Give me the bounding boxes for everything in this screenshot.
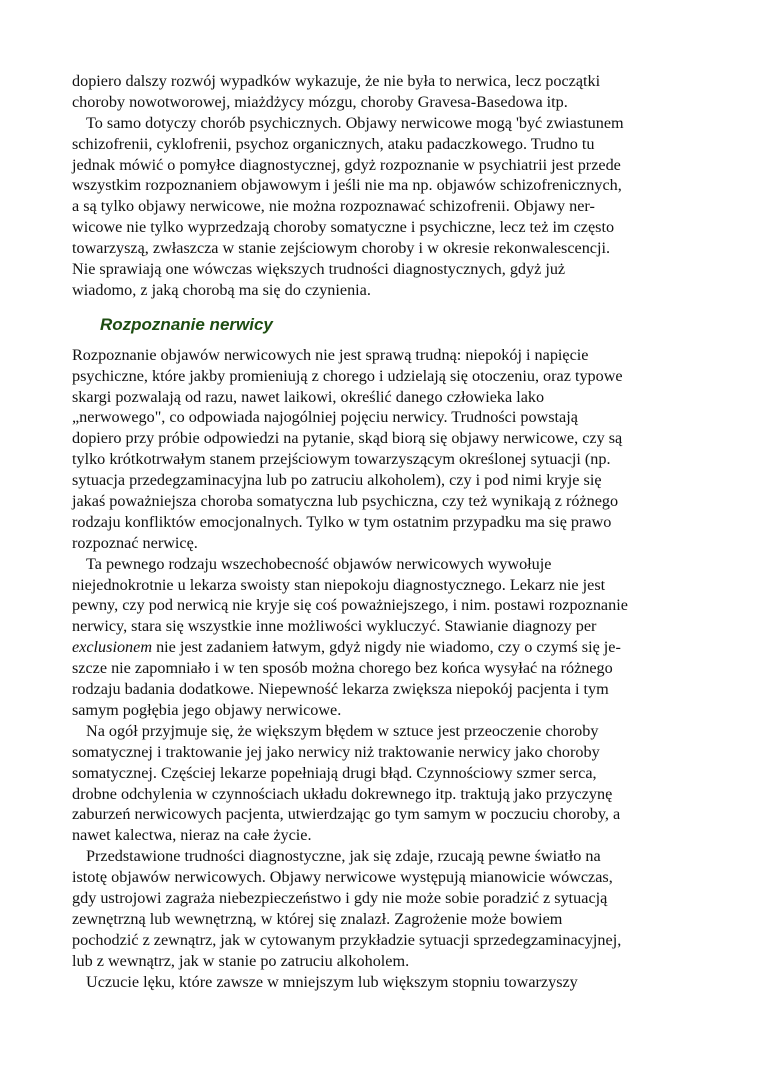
text-line: skargi pozwalają od razu, nawet laikowi, określić danego człowieka lako — [72, 387, 545, 406]
text-fragment: nie jest zadaniem łatwym, gdyż nigdy nie wiadomo, czy o czymś się je- — [152, 638, 621, 657]
text-line: somatycznej. Częściej lekarze popełniają drugi błąd. Czynnościowy szmer serca, — [72, 763, 597, 782]
text-line: rodzaju badania dodatkowe. Niepewność lekarza zwiększa niepokój pacjenta i tym — [72, 680, 609, 699]
text-line: a są tylko objawy nerwicowe, nie można rozpoznawać schizofrenii. Objawy ner- — [72, 197, 595, 216]
text-line: dopiero przy próbie odpowiedzi na pytanie, skąd biorą się objawy nerwicowe, czy są — [72, 429, 623, 448]
text-line: zewnętrzną lub wewnętrzną, w której się znalazł. Zagrożenie może bowiem — [72, 909, 563, 928]
text-line: istotę objawów nerwicowych. Objawy nerwicowe występują mianowicie wówczas, — [72, 868, 613, 887]
text-line: rodzaju konfliktów emocjonalnych. Tylko w tym ostatnim przypadku ma się prawo — [72, 512, 612, 531]
document-page — [72, 71, 692, 992]
section-heading: Rozpoznanie nerwicy — [100, 314, 273, 334]
paragraph-2 — [72, 113, 692, 301]
paragraph-4 — [72, 554, 692, 721]
text-line: jednak mówić o pomyłce diagnostycznej, gdyż rozpoznanie w psychiatrii jest przede — [72, 155, 621, 174]
paragraph-1 — [72, 71, 692, 113]
text-line: To samo dotyczy chorób psychicznych. Objawy nerwicowe mogą 'być zwiastunem — [86, 113, 624, 132]
text-line: psychiczne, które jakby promieniują z chorego i udzielają się otoczeniu, oraz typowe — [72, 366, 623, 385]
text-line: somatycznej i traktowanie jej jako nerwicy niż traktowanie nerwicy jako choroby — [72, 742, 600, 761]
text-line: towarzyszą, zwłaszcza w stanie zejściowym choroby i w okresie rekonwalescencji. — [72, 239, 611, 258]
text-line: lub z wewnątrz, jak w stanie po zatruciu alkoholem. — [72, 951, 410, 970]
text-line: tylko krótkotrwałym stanem przejściowym towarzyszącym określonej sytuacji (np. — [72, 450, 611, 469]
text-line: Na ogół przyjmuje się, że większym błędem w sztuce jest przeoczenie choroby — [86, 721, 599, 740]
paragraph-3 — [72, 345, 692, 554]
text-line-mixed — [72, 637, 692, 658]
text-line: Przedstawione trudności diagnostyczne, jak się zdaje, rzucają pewne światło na — [86, 847, 601, 866]
text-line: Nie sprawiają one wówczas większych trudności diagnostycznych, gdyż już — [72, 260, 566, 279]
paragraph-7 — [72, 972, 692, 993]
text-line: gdy ustrojowi zagraża niebezpieczeństwo i gdy nie może sobie poradzić z sytuacją — [72, 888, 608, 907]
text-line: wiadomo, z jaką chorobą ma się do czynienia. — [72, 280, 371, 299]
text-line: jakaś poważniejsza choroba somatyczna lub psychiczna, czy też wynikają z różnego — [72, 492, 619, 511]
text-line: rozpoznać nerwicę. — [72, 533, 198, 552]
text-line: Uczucie lęku, które zawsze w mniejszym lub większym stopniu towarzyszy — [86, 972, 578, 991]
text-line: sytuacja przedegzaminacyjna lub po zatruciu alkoholem), czy i pod nimi kryje się — [72, 471, 602, 490]
text-line: zaburzeń nerwicowych pacjenta, utwierdzając go tym samym w poczuciu choroby, a — [72, 805, 621, 824]
text-line: pochodzić z zewnątrz, jak w cytowanym przykładzie sytuacji sprzedegzaminacyjnej, — [72, 930, 622, 949]
paragraph-6 — [72, 846, 692, 971]
text-line: „nerwowego", co odpowiada najogólniej pojęciu nerwicy. Trudności powstają — [72, 408, 578, 427]
text-line: pewny, czy pod nerwicą nie kryje się coś poważniejszego, i nim. postawi rozpoznanie — [72, 596, 628, 615]
text-line: dopiero dalszy rozwój wypadków wykazuje, że nie była to nerwica, lecz początki — [72, 72, 601, 90]
text-line: drobne odchylenia w czynnościach układu dokrewnego itp. traktują jako przyczynę — [72, 784, 613, 803]
text-line: schizofrenii, cyklofrenii, psychoz organicznych, ataku padaczkowego. Trudno tu — [72, 134, 595, 153]
latin-term: exclusionem — [72, 638, 153, 657]
text-line: choroby nowotworowej, miażdżycy mózgu, choroby Gravesa-Basedowa itp. — [72, 92, 568, 111]
text-line: szcze nie zapomniało i w ten sposób można chorego bez końca wysyłać na różnego — [72, 659, 613, 678]
text-line: niejednokrotnie u lekarza swoisty stan niepokoju diagnostycznego. Lekarz nie jest — [72, 575, 606, 594]
text-line: wicowe nie tylko wyprzedzają choroby somatyczne i psychiczne, lecz też im często — [72, 218, 615, 237]
text-line: Ta pewnego rodzaju wszechobecność objawów nerwicowych wywołuje — [86, 554, 552, 573]
text-line: wszystkim rozpoznaniem objawowym i jeśli nie ma np. objawów schizofrenicznych, — [72, 176, 622, 195]
text-line: Rozpoznanie objawów nerwicowych nie jest sprawą trudną: niepokój i napięcie — [72, 345, 589, 364]
text-line: nawet kalectwa, nieraz na całe życie. — [72, 826, 312, 845]
text-line: nerwicy, stara się wszystkie inne możliwości wykluczyć. Stawianie diagnozy per — [72, 617, 597, 636]
text-line: samym pogłębia jego objawy nerwicowe. — [72, 700, 342, 719]
paragraph-5 — [72, 721, 692, 846]
